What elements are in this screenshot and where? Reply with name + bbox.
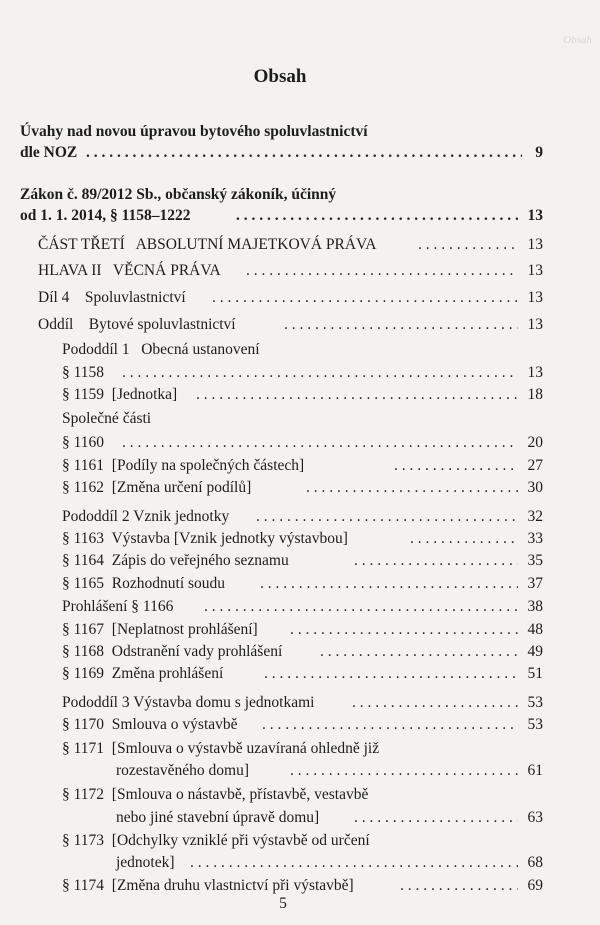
toc-subheading [0,407,600,431]
toc-subheading [0,338,600,362]
toc-entry-intro-line2 [0,141,600,165]
dot-leader [204,595,518,619]
toc-page-number: 37 [527,575,543,592]
dot-leader [352,691,518,715]
toc-page-number: 33 [527,530,543,547]
toc-entry-text: § 1173 [Odchylky vzniklé při výstavbě od určení [62,832,370,849]
toc-entry-text: § 1164 Zápis do veřejného seznamu [62,552,289,569]
dot-leader [306,476,518,500]
toc-entry-text: § 1170 Smlouva o výstavbě [62,716,238,733]
dot-leader [354,806,518,830]
dot-leader [236,204,518,228]
toc-page-number: 13 [527,207,543,224]
toc-entry [0,572,600,596]
dot-leader [86,141,522,165]
toc-entry-line2 [0,851,600,875]
toc-page-number: 48 [527,621,543,638]
toc-entry-line1 [0,783,600,807]
toc-entry [0,454,600,478]
page-number: 5 [279,895,287,912]
page-title: Obsah [253,66,307,87]
toc-entry-line2 [0,806,600,830]
toc-entry-text: Pododdíl 1 Obecná ustanovení [62,341,260,358]
dot-leader [394,454,518,478]
toc-page-number: 32 [527,508,543,525]
toc-entry-text: nebo jiné stavební úpravě domu] [116,809,320,826]
toc-page-number: 18 [527,386,543,403]
toc-page-number: 53 [527,694,543,711]
toc-page-number: 61 [527,762,543,779]
toc-entry [0,233,600,257]
toc-entry [0,505,600,529]
toc-entry-text: Oddíl Bytové spoluvlastnictví [38,316,236,333]
toc-entry-text: § 1168 Odstranění vady prohlášení [62,643,283,660]
dot-leader [122,431,518,455]
toc-entry [0,313,600,337]
toc-entry-text: Zákon č. 89/2012 Sb., občanský zákoník, účinný [20,186,337,203]
toc-entry [0,713,600,737]
dot-leader [284,313,518,337]
toc-page-number: 13 [527,289,543,306]
toc-entry-text: § 1165 Rozhodnutí soudu [62,575,226,592]
toc-entry-line1 [0,737,600,761]
toc-entry [0,549,600,573]
toc-page-number: 53 [527,716,543,733]
toc-entry-text: Díl 4 Spoluvlastnictví [38,289,186,306]
toc-entry [0,691,600,715]
toc-entry-text: od 1. 1. 2014, § 1158–1222 [20,207,191,224]
dot-leader [262,713,518,737]
toc-entry-text: Pododdíl 3 Výstavba domu s jednotkami [62,694,315,711]
toc-page-number: 27 [527,457,543,474]
dot-leader [212,286,518,310]
toc-entry [0,286,600,310]
toc-page-number: 13 [527,262,543,279]
dot-leader [264,662,518,686]
dot-leader [246,259,518,283]
toc-entry-text: § 1159 [Jednotka] [62,386,178,403]
toc-entry [0,618,600,642]
dot-leader [418,233,518,257]
dot-leader [320,640,518,664]
toc-page-number: 69 [527,877,543,894]
toc-entry-text: § 1171 [Smlouva o výstavbě uzavíraná ohledně již [62,740,380,757]
toc-entry-text: HLAVA II VĚCNÁ PRÁVA [38,262,221,279]
dot-leader [122,361,518,385]
toc-entry-text: § 1161 [Podíly na společných částech] [62,457,305,474]
toc-entry-text: § 1160 [62,434,105,451]
toc-entry-text: Prohlášení § 1166 [62,598,174,615]
toc-page-number: 49 [527,643,543,660]
toc-entry-text: rozestavěného domu] [116,762,249,779]
toc-entry [0,383,600,407]
toc-page-number: 30 [527,479,543,496]
toc-entry [0,361,600,385]
toc-page-number: 13 [527,364,543,381]
toc-entry-text: Pododdíl 2 Vznik jednotky [62,508,230,525]
dot-leader [410,527,518,551]
toc-page-number: 38 [527,598,543,615]
toc-entry-text: jednotek] [116,854,175,871]
dot-leader [196,383,518,407]
toc-page-number: 13 [527,236,543,253]
dot-leader [260,572,518,596]
toc-entry-text: § 1163 Výstavba [Vznik jednotky výstavbou] [62,530,348,547]
toc-entry-law-line2 [0,204,600,228]
toc-entry-text: Úvahy nad novou úpravou bytového spoluvlastnictví [20,123,368,140]
bleed-through-header: Obsah [563,34,592,46]
toc-page-number: 63 [527,809,543,826]
toc-entry-text: § 1169 Změna prohlášení [62,665,224,682]
toc-entry-text: ČÁST TŘETÍ ABSOLUTNÍ MAJETKOVÁ PRÁVA [38,236,377,253]
toc-page-number: 51 [527,665,543,682]
toc-entry [0,640,600,664]
dot-leader [290,618,518,642]
toc-entry-line1 [0,829,600,853]
toc-page-number: 35 [527,552,543,569]
toc-page-number: 13 [527,316,543,333]
toc-entry [0,476,600,500]
dot-leader [190,851,518,875]
toc-entry [0,259,600,283]
dot-leader [354,549,518,573]
toc-entry-text: § 1167 [Neplatnost prohlášení] [62,621,258,638]
dot-leader [290,759,518,783]
toc-entry-text: dle NOZ [20,144,78,161]
toc-entry [0,431,600,455]
toc-entry-text: § 1174 [Změna druhu vlastnictví při výstavbě] [62,877,354,894]
toc-page-number: 68 [527,854,543,871]
dot-leader [256,505,518,529]
toc-entry [0,595,600,619]
toc-entry [0,662,600,686]
toc-entry-text: Společné části [62,410,152,427]
toc-entry-text: § 1172 [Smlouva o nástavbě, přístavbě, vestavbě [62,786,369,803]
toc-entry-line2 [0,759,600,783]
toc-entry-text: § 1162 [Změna určení podílů] [62,479,252,496]
toc-page-number: 20 [527,434,543,451]
toc-entry [0,527,600,551]
toc-page-number: 9 [535,144,543,161]
toc-entry-text: § 1158 [62,364,105,381]
